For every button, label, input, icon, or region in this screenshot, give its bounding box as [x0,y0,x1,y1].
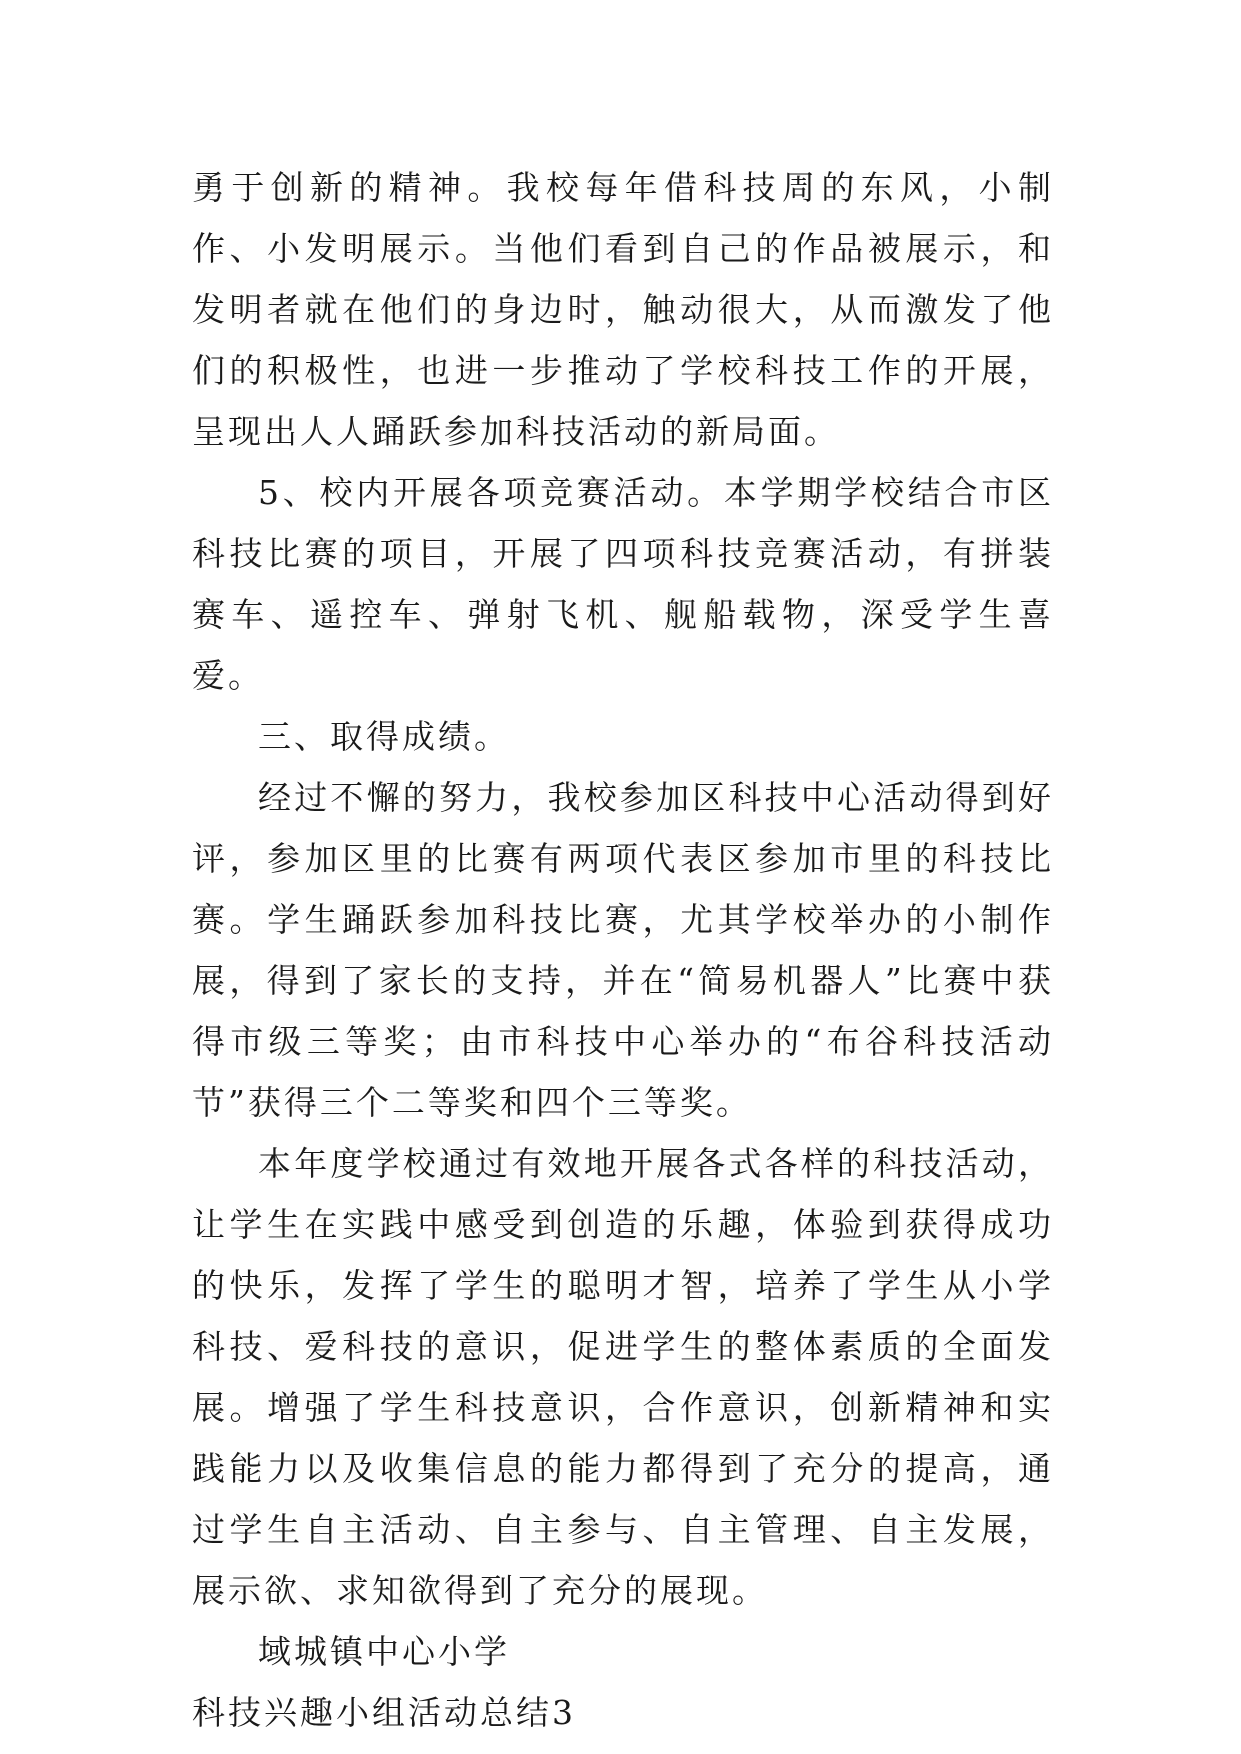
document-body [192,157,1054,1743]
paragraph-awards: 经过不懈的努力，我校参加区科技中心活动得到好评，参加区里的比赛有两项代表区参加市里的科技比赛。学生踊跃参加科技比赛，尤其学校举办的小制作展，得到了家长的支持，并在“简易机器人”比赛中获得市级三等奖；由市科技中心举办的“布谷科技活动节”获得三个二等奖和四个三等奖。 [192,778,1054,1122]
school-signature: 域城镇中心小学 [258,1632,510,1671]
paragraph-innovation-showcase: 勇于创新的精神。我校每年借科技周的东风，小制作、小发明展示。当他们看到自己的作品被展示，和发明者就在他们的身边时，触动很大，从而激发了他们的积极性，也进一步推动了学校科技工作的开展，呈现出人人踊跃参加科技活动的新局面。 [192,168,1054,451]
paragraph-summary: 本年度学校通过有效地开展各式各样的科技活动，让学生在实践中感受到创造的乐趣，体验到获得成功的快乐，发挥了学生的聪明才智，培养了学生从小学科技、爱科技的意识，促进学生的整体素质的全面发展。增强了学生科技意识，合作意识，创新精神和实践能力以及收集信息的能力都得到了充分的提高，通过学生自主活动、自主参与、自主管理、自主发展，展示欲、求知欲得到了充分的展现。 [192,1144,1054,1610]
next-section-title: 科技兴趣小组活动总结3 [192,1693,576,1732]
section-heading-achievements: 三、取得成绩。 [258,717,510,756]
paragraph-competitions: 5、校内开展各项竞赛活动。本学期学校结合市区科技比赛的项目，开展了四项科技竞赛活动，有拼装赛车、遥控车、弹射飞机、舰船载物，深受学生喜爱。 [192,473,1054,695]
